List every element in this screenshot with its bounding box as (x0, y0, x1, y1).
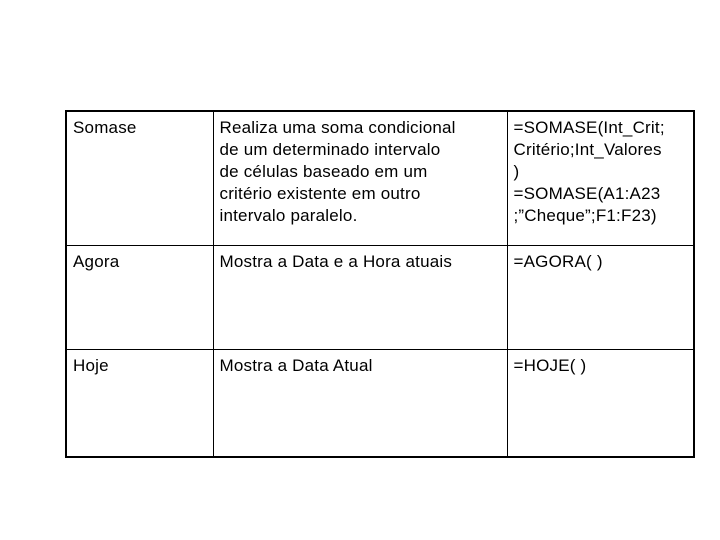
description-cell (213, 245, 507, 349)
function-description: Mostra a Data Atual (219, 355, 373, 375)
description-cell (213, 349, 507, 457)
table-row (66, 245, 694, 349)
syntax-cell (507, 111, 694, 245)
function-name: Somase (73, 118, 137, 137)
function-name: Hoje (73, 355, 109, 375)
description-cell (213, 111, 507, 245)
function-name-cell (66, 349, 213, 457)
functions-table (65, 110, 695, 458)
function-description: Mostra a Data e a Hora atuais (219, 251, 453, 271)
function-name-cell (66, 111, 213, 245)
syntax-cell (507, 349, 694, 457)
table-row (66, 111, 694, 245)
syntax-cell (507, 245, 694, 349)
function-description: Realiza uma soma condicional de um determinado intervalo de células baseado em um critério existente em outro intervalo paralelo. (219, 118, 456, 225)
function-syntax: =SOMASE(Int_Crit; Critério;Int_Valores ) =SOMASE(A1:A23 ;”Cheque”;F1:F23) (513, 118, 665, 225)
function-syntax: =HOJE( ) (513, 355, 587, 375)
function-name: Agora (73, 251, 120, 271)
function-syntax: =AGORA( ) (513, 251, 603, 271)
table-row (66, 349, 694, 457)
function-name-cell (66, 245, 213, 349)
